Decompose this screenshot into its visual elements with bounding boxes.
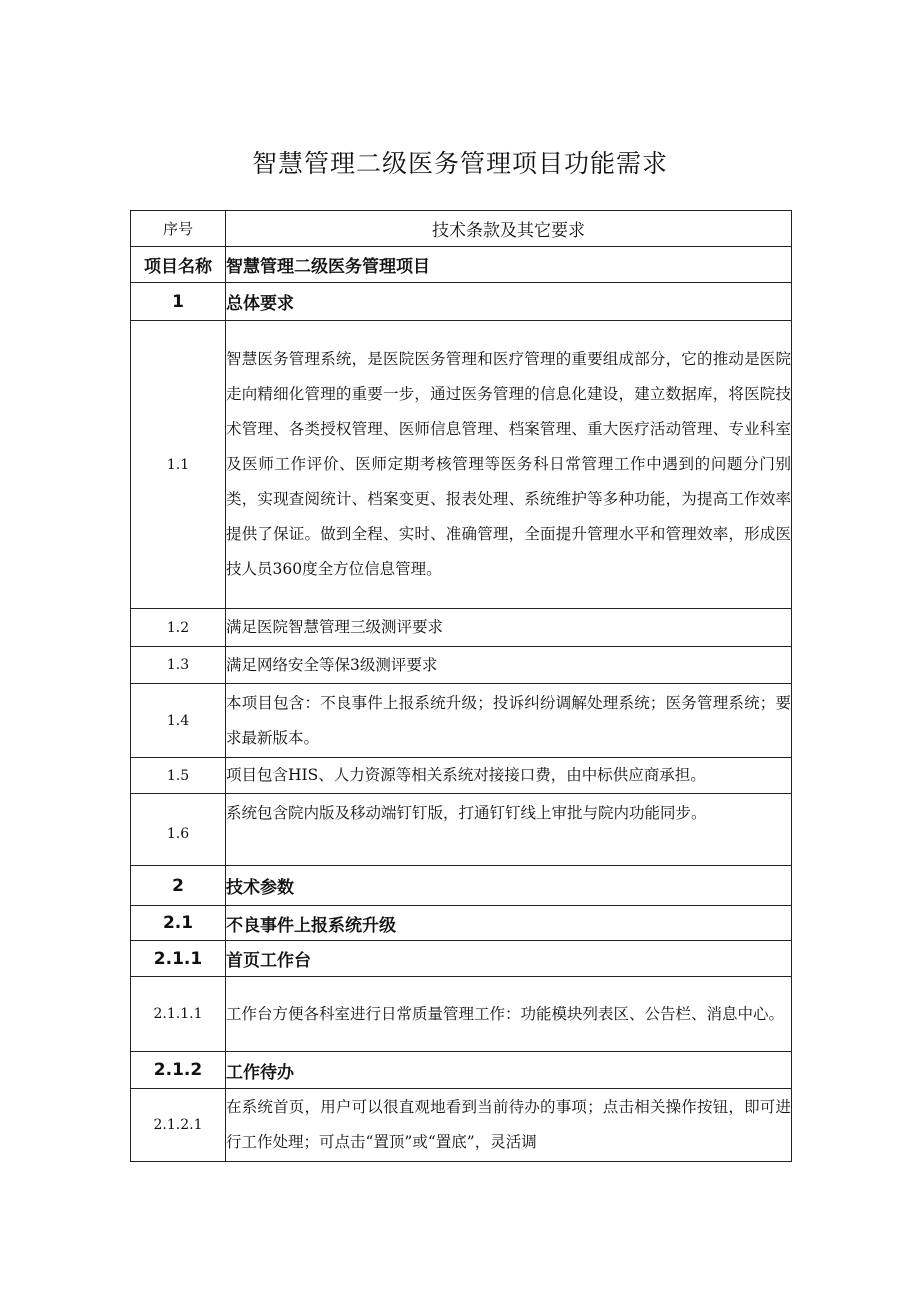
row-number: 1.5: [131, 758, 226, 794]
row-text: 不良事件上报系统升级: [226, 906, 792, 941]
row-number: 1: [131, 283, 226, 321]
row-number: 1.6: [131, 794, 226, 866]
table-row: [131, 321, 792, 609]
table-row: [131, 906, 792, 941]
table-row: [131, 609, 792, 647]
table-row: [131, 977, 792, 1052]
row-text: 工作台方便各科室进行日常质量管理工作：功能模块列表区、公告栏、消息中心。: [226, 977, 792, 1052]
row-text: 满足医院智慧管理三级测评要求: [226, 609, 792, 647]
row-text: 工作待办: [226, 1052, 792, 1089]
row-number: 2.1.1.1: [131, 977, 226, 1052]
table-header-row: [131, 211, 792, 247]
row-text: 满足网络安全等保3级测评要求: [226, 647, 792, 684]
row-text: 智慧医务管理系统，是医院医务管理和医疗管理的重要组成部分，它的推动是医院走向精细化管理的重要一步，通过医务管理的信息化建设，建立数据库，将医院技术管理、各类授权管理、医师信息管理、档案管理、重大医疗活动管理、专业科室及医师工作评价、医师定期考核管理等医务科日常管理工作中遇到的问题分门别类，实现查阅统计、档案变更、报表处理、系统维护等多种功能，为提高工作效率提供了保证。做到全程、实时、准确管理，全面提升管理水平和管理效率，形成医技人员360度全方位信息管理。: [226, 321, 792, 609]
row-number: 2.1: [131, 906, 226, 941]
table-row: [131, 941, 792, 977]
row-text: 技术参数: [226, 866, 792, 906]
table-row: [131, 866, 792, 906]
table-row: [131, 794, 792, 866]
page-title: 智慧管理二级医务管理项目功能需求: [251, 149, 668, 178]
header-serial-no: 序号: [131, 211, 226, 247]
project-name-row: [131, 247, 792, 283]
row-number: 1.3: [131, 647, 226, 684]
project-name-value: 智慧管理二级医务管理项目: [226, 247, 792, 283]
row-number: 2.1.2: [131, 1052, 226, 1089]
row-number: 2.1.2.1: [131, 1089, 226, 1162]
row-text: 总体要求: [226, 283, 792, 321]
table-row: [131, 684, 792, 758]
header-technical-terms: 技术条款及其它要求: [226, 211, 792, 247]
row-number: 1.4: [131, 684, 226, 758]
table-row: [131, 758, 792, 794]
row-text: 本项目包含：不良事件上报系统升级；投诉纠纷调解处理系统；医务管理系统；要求最新版本。: [226, 684, 792, 758]
row-text: 首页工作台: [226, 941, 792, 977]
table-row: [131, 647, 792, 684]
requirements-table: [130, 210, 792, 1162]
table-row: [131, 1089, 792, 1162]
row-number: 2: [131, 866, 226, 906]
row-text: 在系统首页，用户可以很直观地看到当前待办的事项；点击相关操作按钮，即可进行工作处理；可点击“置顶”或“置底”，灵活调: [226, 1089, 792, 1162]
row-text: 项目包含HIS、人力资源等相关系统对接接口费，由中标供应商承担。: [226, 758, 792, 794]
row-text: 系统包含院内版及移动端钉钉版，打通钉钉线上审批与院内功能同步。: [226, 794, 792, 866]
row-number: 1.2: [131, 609, 226, 647]
row-number: 2.1.1: [131, 941, 226, 977]
project-name-label: 项目名称: [131, 247, 226, 283]
table-row: [131, 283, 792, 321]
row-number: 1.1: [131, 321, 226, 609]
table-row: [131, 1052, 792, 1089]
